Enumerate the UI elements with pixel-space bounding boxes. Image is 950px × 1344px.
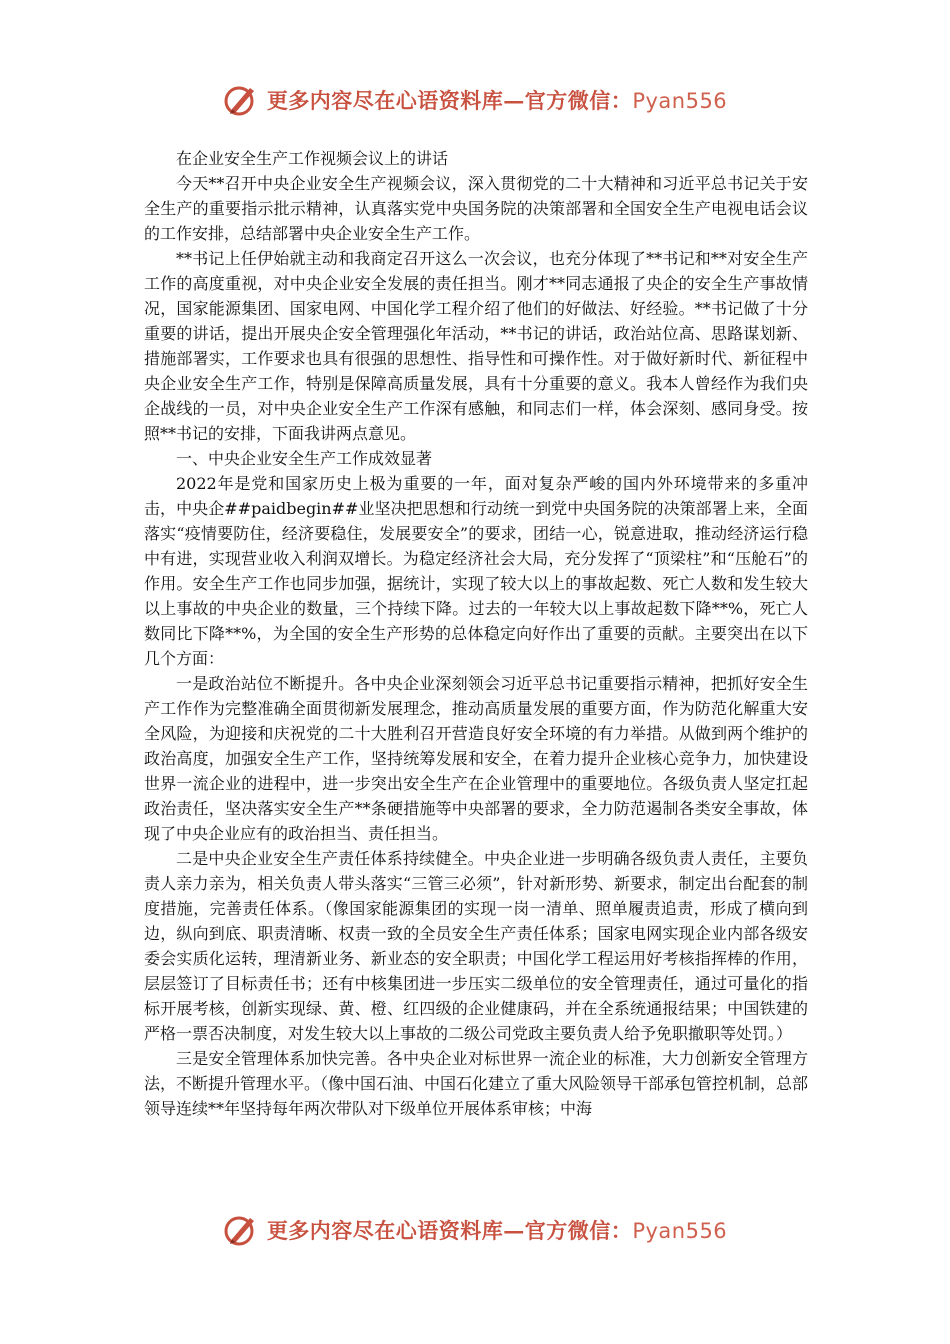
section-heading: 一、中央企业安全生产工作成效显著 xyxy=(176,449,433,468)
banner-text: 更多内容尽在心语资料库—官方微信：Pyan556 xyxy=(266,1218,728,1243)
pen-circle-logo-icon xyxy=(223,1212,259,1248)
paragraph: 一是政治站位不断提升。各中央企业深刻领会习近平总书记重要指示精神，把抓好安全生产工作作为完整准确全面贯彻新发展理念，推动高质量发展的重要方面，作为防范化解重大安全风险，为迎接和庆祝党的二十大胜利召开营造良好安全环境的有力举措。从做到两个维护的政治高度，加强安全生产工作，坚持统筹发展和安全，在着力提升企业核心竞争力，加快建设世界一流企业的进程中，进一步突出安全生产在企业管理中的重要地位。各级负责人坚定扛起政治责任，坚决落实安全生产**条硬措施等中央部署的要求，全力防范遏制各类安全事故，体现了中央企业应有的政治担当、责任担当。 xyxy=(144,674,808,843)
paragraph: 今天**召开中央企业安全生产视频会议，深入贯彻党的二十大精神和习近平总书记关于安全生产的重要指示批示精神，认真落实党中央国务院的决策部署和全国安全生产电视电话会议的工作安排，总结部署中央企业安全生产工作。 xyxy=(144,174,808,243)
document-title: 在企业安全生产工作视频会议上的讲话 xyxy=(176,149,449,168)
footer-watermark-banner xyxy=(0,1212,950,1248)
wechat-id: Pyan556 xyxy=(632,1219,728,1243)
paragraph: 2022年是党和国家历史上极为重要的一年，面对复杂严峻的国内外环境带来的多重冲击，中央企##paidbegin##业坚决把思想和行动统一到党中央国务院的决策部署上来，全面落实“疫情要防住，经济要稳住，发展要安全”的要求，团结一心，锐意进取，推动经济运行稳中有进，实现营业收入利润双增长。为稳定经济社会大局，充分发挥了“顶梁柱”和“压舱石”的作用。安全生产工作也同步加强，据统计，实现了较大以上的事故起数、死亡人数和发生较大以上事故的中央企业的数量，三个持续下降。过去的一年较大以上事故起数下降**%，死亡人数同比下降**%，为全国的安全生产形势的总体稳定向好作出了重要的贡献。主要突出在以下几个方面： xyxy=(144,474,808,668)
header-watermark-banner xyxy=(0,82,950,118)
wechat-id: Pyan556 xyxy=(632,89,728,113)
paragraph: **书记上任伊始就主动和我商定召开这么一次会议，也充分体现了**书记和**对安全生产工作的高度重视，对中央企业安全发展的责任担当。刚才**同志通报了央企的安全生产事故情况，国家能源集团、国家电网、中国化学工程介绍了他们的好做法、好经验。**书记做了十分重要的讲话，提出开展央企安全管理强化年活动，**书记的讲话，政治站位高、思路谋划新、措施部署实，工作要求也具有很强的思想性、指导性和可操作性。对于做好新时代、新征程中央企业安全生产工作，特别是保障高质量发展，具有十分重要的意义。我本人曾经作为我们央企战线的一员，对中央企业安全生产工作深有感触，和同志们一样，体会深刻、感同身受。按照**书记的安排，下面我讲两点意见。 xyxy=(144,249,808,443)
paragraph: 三是安全管理体系加快完善。各中央企业对标世界一流企业的标准，大力创新安全管理方法，不断提升管理水平。（像中国石油、中国石化建立了重大风险领导干部承包管控机制，总部领导连续**年坚持每年两次带队对下级单位开展体系审核；中海 xyxy=(144,1049,809,1118)
paragraph: 二是中央企业安全生产责任体系持续健全。中央企业进一步明确各级负责人责任，主要负责人亲力亲为，相关负责人带头落实“三管三必须”，针对新形势、新要求，制定出台配套的制度措施，完善责任体系。（像国家能源集团的实现一岗一清单、照单履责追责，形成了横向到边，纵向到底、职责清晰、权责一致的全员安全生产责任体系；国家电网实现企业内部各级安委会实质化运转，理清新业务、新业态的安全职责；中国化学工程运用好考核指挥棒的作用，层层签订了目标责任书；还有中核集团进一步压实二级单位的安全管理责任，通过可量化的指标开展考核，创新实现绿、黄、橙、红四级的企业健康码，并在全系统通报结果；中国铁建的严格一票否决制度，对发生较大以上事故的二级公司党政主要负责人给予免职撤职等处罚。） xyxy=(144,849,808,1043)
document-body xyxy=(144,146,808,1121)
banner-text: 更多内容尽在心语资料库—官方微信：Pyan556 xyxy=(266,88,728,113)
pen-circle-logo-icon xyxy=(223,82,259,118)
